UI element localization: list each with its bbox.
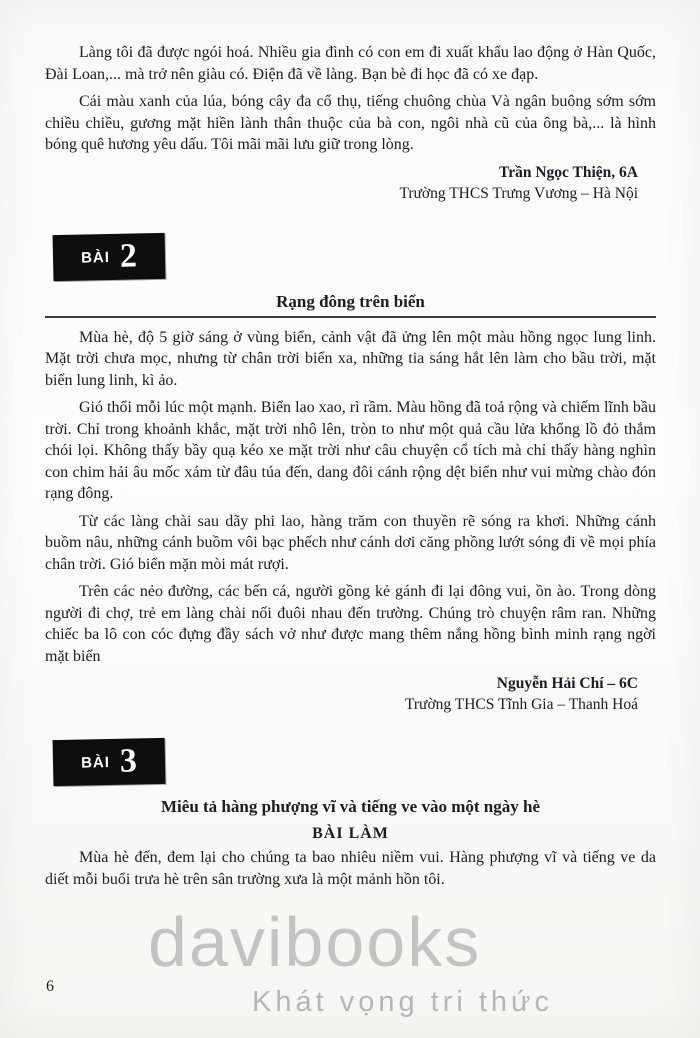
essay-1 [45,42,656,204]
lesson-3-badge [53,738,166,786]
lesson-2-badge-label: BÀI [80,247,111,266]
page-number: 6 [46,978,54,995]
lesson-3-title: Miêu tả hàng phượng vĩ và tiếng ve vào một ngày hè [161,797,540,816]
bailam-heading: BÀI LÀM [312,825,389,842]
essay-1-school: Trường THCS Trưng Vương – Hà Nội [399,184,638,202]
essay-2-paragraph-1: Mùa hè, độ 5 giờ sáng ở vùng biển, cảnh vật đã ửng lên một màu hồng ngọc lung linh. Mặt trời chưa mọc, nhưng từ chân trời biển xa, những tia sáng hắt lên làm cho bầu trời, mặt biển lung linh, kì ảo. [45,328,656,389]
essay-1-paragraph-2: Cái màu xanh của lúa, bóng cây đa cổ thụ, tiếng chuông chùa Và ngân buông sớm sớm chiều chiều, gương mặt hiền lành thân thuộc của bà con, ngôi nhà cũ của ông bà,... là hình bóng quê hương yêu dấu. Tôi mãi mãi lưu giữ trong lòng. [45,93,656,153]
lesson-2-title: Rạng đông trên biển [276,291,425,311]
lesson-3-badge-label: BÀI [80,753,111,772]
essay-1-author: Trần Ngọc Thiện, 6A [499,163,638,181]
essay-2 [45,327,656,716]
watermark-brand: davibooks [148,903,482,981]
essay-1-byline [45,162,656,204]
watermark-slogan: Khát vọng tri thức [252,986,553,1018]
essay-2-author: Nguyễn Hải Chí – 6C [496,675,638,692]
lesson-3-badge-number: 3 [119,742,138,780]
essay-3 [45,847,656,890]
essay-2-paragraph-3: Từ các làng chài sau dãy phi lao, hàng trăm con thuyền rẽ sóng ra khơi. Những cánh buồm nâu, những cánh buồm vôi bạc phếch như cánh dơi căng phồng lướt sóng đi về mọi phía chân trời. Gió biển mặn mòi mát rượi. [45,512,656,573]
lesson-2-badge [53,232,166,280]
essay-2-school: Trường THCS Tĩnh Gia – Thanh Hoá [404,696,638,713]
essay-2-paragraph-2: Gió thổi mỗi lúc một mạnh. Biển lao xao, rì rầm. Màu hồng đã toả rộng và chiếm lĩnh bầu trời. Chỉ trong khoảnh khắc, mặt trời nhô lên, tròn to như một quả cầu lửa khổng lồ đỏ thắm chói lọi. Không thấy bầy quạ kéo xe mặt trời như câu chuyện cổ tích mà chỉ thấy hàng nghìn con chim hải âu mốc xám từ đâu túa đến, dang đôi cánh rộng dệt biển như vui mừng chào đón rạng đông. [45,399,656,502]
essay-3-paragraph-1: Mùa hè đến, đem lại cho chúng ta bao nhiêu niềm vui. Hàng phượng vĩ và tiếng ve da diết mỗi buổi trưa hè trên sân trường xưa là một mảnh hồn tôi. [45,849,656,888]
essay-2-byline [45,673,656,715]
title-divider [45,316,656,318]
essay-2-paragraph-4: Trên các nẻo đường, các bến cá, người gồng kẻ gánh đi lại đông vui, ồn ào. Trong dòng người đi chợ, trẻ em làng chài nối đuôi nhau đến trường. Chúng trò chuyện râm ran. Những chiếc ba lô con cóc đựng đầy sách vở như được mang thêm nắng hồng bình minh rạng ngời mặt biển [45,583,656,665]
essay-1-paragraph-1: Làng tôi đã được ngói hoá. Nhiều gia đình có con em đi xuất khẩu lao động ở Hàn Quốc, Đài Loan,... mà trở nên giàu có. Điện đã về làng. Bạn bè đi học đã có xe đạp. [45,44,656,83]
lesson-2-badge-number: 2 [119,236,138,275]
